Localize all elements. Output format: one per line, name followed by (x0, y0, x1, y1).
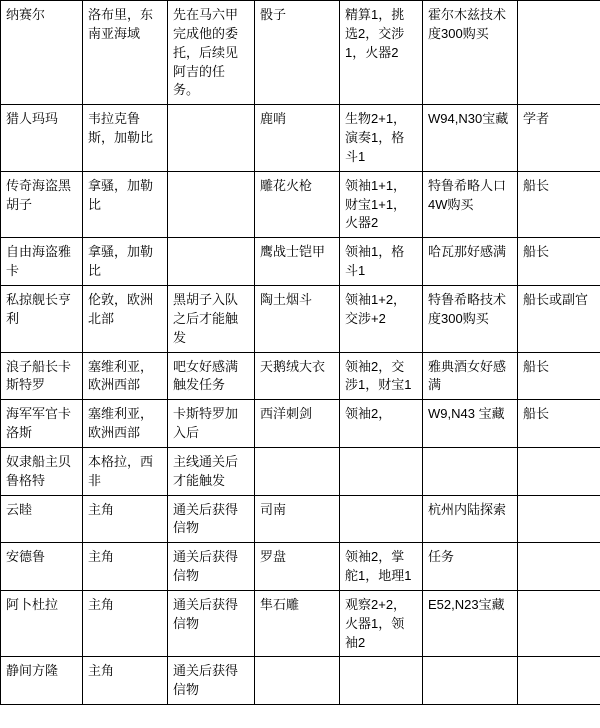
crew-condition: 主线通关后才能触发 (173, 453, 239, 488)
crew-name: 私掠舰长亨利 (6, 291, 72, 326)
crew-condition: 通关后获得信物 (173, 549, 239, 584)
cell-skills (340, 352, 423, 400)
table-row (1, 590, 600, 657)
cell-name (1, 590, 83, 657)
crew-name: 浪子船长卡斯特罗 (6, 358, 72, 393)
crew-skills: 领袖2，交涉1，财宝1 (345, 358, 412, 393)
crew-item: 雕花火枪 (260, 177, 313, 193)
crew-item: 隼石雕 (260, 596, 300, 612)
cell-condition (168, 400, 255, 448)
cell-role (518, 171, 600, 238)
cell-skills (340, 657, 423, 705)
crew-reward: 霍尔木兹技术度300购买 (428, 7, 507, 41)
table-row (1, 400, 600, 448)
crew-location: 主角 (88, 596, 115, 612)
crew-condition: 黑胡子入队之后才能触发 (173, 291, 239, 345)
cell-reward (423, 285, 518, 352)
crew-skills: 领袖1+1，财宝1+1，火器2 (345, 177, 407, 231)
cell-name (1, 105, 83, 172)
cell-skills (340, 543, 423, 591)
table-row (1, 447, 600, 495)
table-row (1, 1, 600, 105)
cell-role (518, 238, 600, 286)
cell-reward (423, 447, 518, 495)
cell-item (255, 105, 340, 172)
cell-name (1, 495, 83, 543)
cell-reward (423, 543, 518, 591)
crew-role: 船长 (523, 358, 550, 374)
table-row (1, 171, 600, 238)
cell-name (1, 352, 83, 400)
crew-role: 船长 (523, 244, 550, 260)
crew-condition: 吧女好感满触发任务 (173, 358, 239, 393)
cell-role (518, 352, 600, 400)
cell-role (518, 285, 600, 352)
cell-reward (423, 105, 518, 172)
cell-item (255, 447, 340, 495)
crew-name: 纳赛尔 (6, 7, 46, 22)
cell-item (255, 543, 340, 591)
cell-condition (168, 352, 255, 400)
cell-skills (340, 495, 423, 543)
crew-reward: 任务 (428, 549, 455, 565)
crew-reward: 特鲁希略技术度300购买 (428, 291, 507, 326)
crew-condition: 通关后获得信物 (173, 663, 239, 698)
crew-skills: 精算1，挑选2，交涉1，火器2 (345, 7, 405, 60)
cell-location (83, 657, 168, 705)
crew-item: 陶土烟斗 (260, 291, 313, 307)
cell-item (255, 657, 340, 705)
crew-name: 静间方隆 (6, 663, 59, 679)
cell-reward (423, 1, 518, 105)
table-row (1, 495, 600, 543)
crew-reward: 特鲁希略人口4W购买 (428, 177, 507, 212)
cell-item (255, 1, 340, 105)
cell-skills (340, 285, 423, 352)
cell-reward (423, 657, 518, 705)
cell-name (1, 285, 83, 352)
cell-skills (340, 105, 423, 172)
cell-condition (168, 238, 255, 286)
cell-name (1, 238, 83, 286)
crew-role: 船长 (523, 177, 550, 193)
cell-role (518, 447, 600, 495)
cell-skills (340, 171, 423, 238)
crew-item: 天鹅绒大衣 (260, 358, 326, 374)
crew-skills: 生物2+1，演奏1，格斗1 (345, 111, 407, 164)
cell-role (518, 495, 600, 543)
cell-condition (168, 590, 255, 657)
cell-name (1, 171, 83, 238)
crew-item: 西洋刺剑 (260, 406, 313, 422)
crew-item: 司南 (260, 501, 287, 517)
crew-location: 主角 (88, 549, 115, 565)
table-row (1, 543, 600, 591)
crew-role: 船长或副官 (523, 291, 589, 307)
cell-role (518, 1, 600, 105)
crew-condition: 卡斯特罗加入后 (173, 406, 239, 441)
cell-skills (340, 238, 423, 286)
crew-skills: 领袖2，掌舵1，地理1 (345, 549, 412, 584)
cell-item (255, 238, 340, 286)
cell-condition (168, 105, 255, 172)
cell-location (83, 171, 168, 238)
crew-skills: 领袖2， (345, 406, 392, 422)
crew-location: 塞维利亚，欧洲西部 (88, 406, 154, 441)
crew-name: 海军军官卡洛斯 (6, 406, 72, 441)
cell-name (1, 657, 83, 705)
crew-skills: 领袖1+2，交涉+2 (345, 291, 407, 326)
crew-item: 鹿哨 (260, 111, 287, 127)
crew-location: 主角 (88, 663, 115, 679)
crew-name: 猎人玛玛 (6, 111, 59, 127)
cell-reward (423, 352, 518, 400)
crew-location: 主角 (88, 501, 115, 517)
table-row (1, 285, 600, 352)
cell-condition (168, 657, 255, 705)
crew-location: 本格拉，西非 (88, 453, 154, 488)
table-row (1, 238, 600, 286)
crew-reward: W9,N43 宝藏 (428, 406, 505, 422)
cell-location (83, 105, 168, 172)
cell-skills (340, 1, 423, 105)
cell-condition (168, 447, 255, 495)
crew-name: 阿卜杜拉 (6, 596, 59, 612)
crew-reward: 哈瓦那好感满 (428, 244, 507, 260)
cell-location (83, 352, 168, 400)
cell-skills (340, 590, 423, 657)
cell-name (1, 400, 83, 448)
cell-reward (423, 590, 518, 657)
crew-location: 塞维利亚，欧洲西部 (88, 358, 154, 393)
cell-location (83, 285, 168, 352)
crew-name: 云睦 (6, 501, 33, 517)
cell-role (518, 590, 600, 657)
cell-location (83, 238, 168, 286)
crew-location: 伦敦，欧洲北部 (88, 291, 154, 326)
crew-role: 学者 (523, 111, 550, 127)
cell-item (255, 352, 340, 400)
crew-name: 自由海盗雅卡 (6, 244, 72, 279)
cell-role (518, 543, 600, 591)
cell-skills (340, 400, 423, 448)
cell-condition (168, 285, 255, 352)
cell-location (83, 495, 168, 543)
table-row (1, 352, 600, 400)
cell-item (255, 171, 340, 238)
crew-location: 洛布里，东南亚海域 (88, 7, 154, 41)
crew-role: 船长 (523, 406, 550, 422)
cell-reward (423, 171, 518, 238)
crew-condition: 通关后获得信物 (173, 501, 239, 536)
crew-condition: 先在马六甲完成他的委托，后续见阿吉的任务。 (173, 7, 239, 98)
cell-location (83, 543, 168, 591)
cell-condition (168, 1, 255, 105)
cell-condition (168, 495, 255, 543)
crew-skills: 观察2+2，火器1，领袖2 (345, 596, 407, 650)
crew-item: 鹰战士铠甲 (260, 244, 326, 260)
cell-reward (423, 400, 518, 448)
cell-item (255, 400, 340, 448)
cell-reward (423, 495, 518, 543)
cell-condition (168, 543, 255, 591)
cell-name (1, 447, 83, 495)
cell-name (1, 1, 83, 105)
crew-condition: 通关后获得信物 (173, 596, 239, 631)
cell-item (255, 495, 340, 543)
crew-location: 韦拉克鲁斯，加勒比 (88, 111, 154, 146)
table-row (1, 657, 600, 705)
crew-reward: W94,N30宝藏 (428, 111, 509, 127)
table-body (1, 1, 600, 705)
cell-condition (168, 171, 255, 238)
crew-item: 罗盘 (260, 549, 287, 565)
cell-role (518, 400, 600, 448)
cell-location (83, 400, 168, 448)
crew-reward: E52,N23宝藏 (428, 596, 505, 612)
crew-name: 安德鲁 (6, 549, 46, 565)
crew-location: 拿骚，加勒比 (88, 177, 154, 212)
cell-reward (423, 238, 518, 286)
crew-skills: 领袖1，格斗1 (345, 244, 405, 279)
cell-role (518, 657, 600, 705)
crew-name: 传奇海盗黑胡子 (6, 177, 72, 212)
cell-role (518, 105, 600, 172)
cell-location (83, 447, 168, 495)
cell-item (255, 285, 340, 352)
crew-name: 奴隶船主贝鲁格特 (6, 453, 72, 488)
crew-item: 骰子 (260, 7, 287, 22)
crew-reward: 杭州内陆探索 (428, 501, 507, 517)
crew-reward: 雅典酒女好感满 (428, 358, 507, 393)
cell-name (1, 543, 83, 591)
table-row (1, 105, 600, 172)
cell-skills (340, 447, 423, 495)
cell-location (83, 590, 168, 657)
cell-location (83, 1, 168, 105)
cell-item (255, 590, 340, 657)
crew-location: 拿骚，加勒比 (88, 244, 154, 279)
